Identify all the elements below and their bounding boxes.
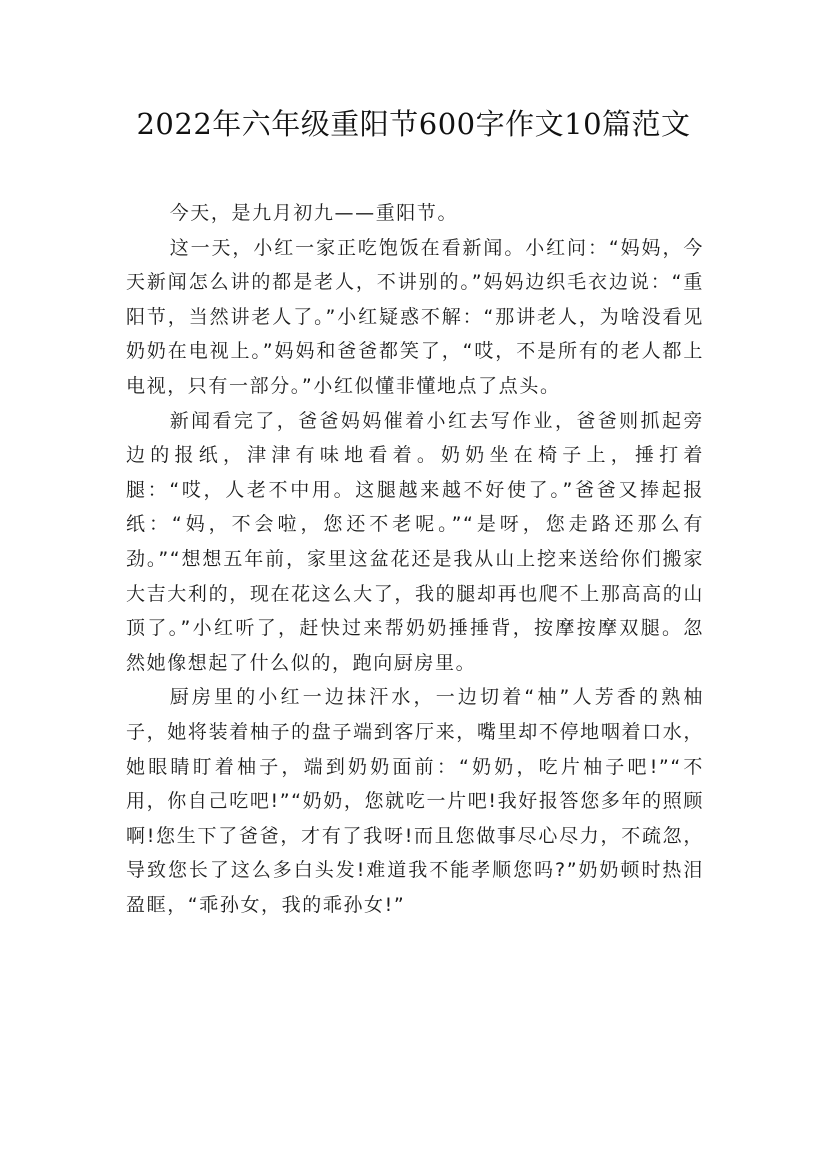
document-body <box>126 196 704 922</box>
document-title: 2022年六年级重阳节600字作文10篇范文 <box>136 107 691 141</box>
paragraph: 这一天，小红一家正吃饱饭在看新闻。小红问：“妈妈，今天新闻怎么讲的都是老人，不讲别的。”妈妈边织毛衣边说：“重阳节，当然讲老人了。”小红疑惑不解：“那讲老人，为啥没看见奶奶在电视上。”妈妈和爸爸都笑了，“哎，不是所有的老人都上电视，只有一部分。”小红似懂非懂地点了点头。 <box>126 236 704 397</box>
paragraph: 厨房里的小红一边抹汗水，一边切着“柚”人芳香的熟柚子，她将装着柚子的盘子端到客厅来，嘴里却不停地咽着口水，她眼睛盯着柚子，端到奶奶面前：“奶奶，吃片柚子吧!”“不用，你自己吃吧!”“奶奶，您就吃一片吧!我好报答您多年的照顾啊!您生下了爸爸，才有了我呀!而且您做事尽心尽力，不疏忽，导致您长了这么多白头发!难道我不能孝顺您吗?”奶奶顿时热泪盈眶，“乖孙女，我的乖孙女!” <box>126 686 704 916</box>
paragraph: 新闻看完了，爸爸妈妈催着小红去写作业，爸爸则抓起旁边的报纸，津津有味地看着。奶奶坐在椅子上，捶打着腿：“哎，人老不中用。这腿越来越不好使了。”爸爸又捧起报纸：“妈，不会啦，您还不老呢。”“是呀，您走路还那么有劲。”“想想五年前，家里这盆花还是我从山上挖来送给你们搬家大吉大利的，现在花这么大了，我的腿却再也爬不上那高高的山顶了。”小红听了，赶快过来帮奶奶捶捶背，按摩按摩双腿。忽然她像想起了什么似的，跑向厨房里。 <box>126 409 704 674</box>
paragraph: 今天，是九月初九——重阳节。 <box>169 202 459 224</box>
